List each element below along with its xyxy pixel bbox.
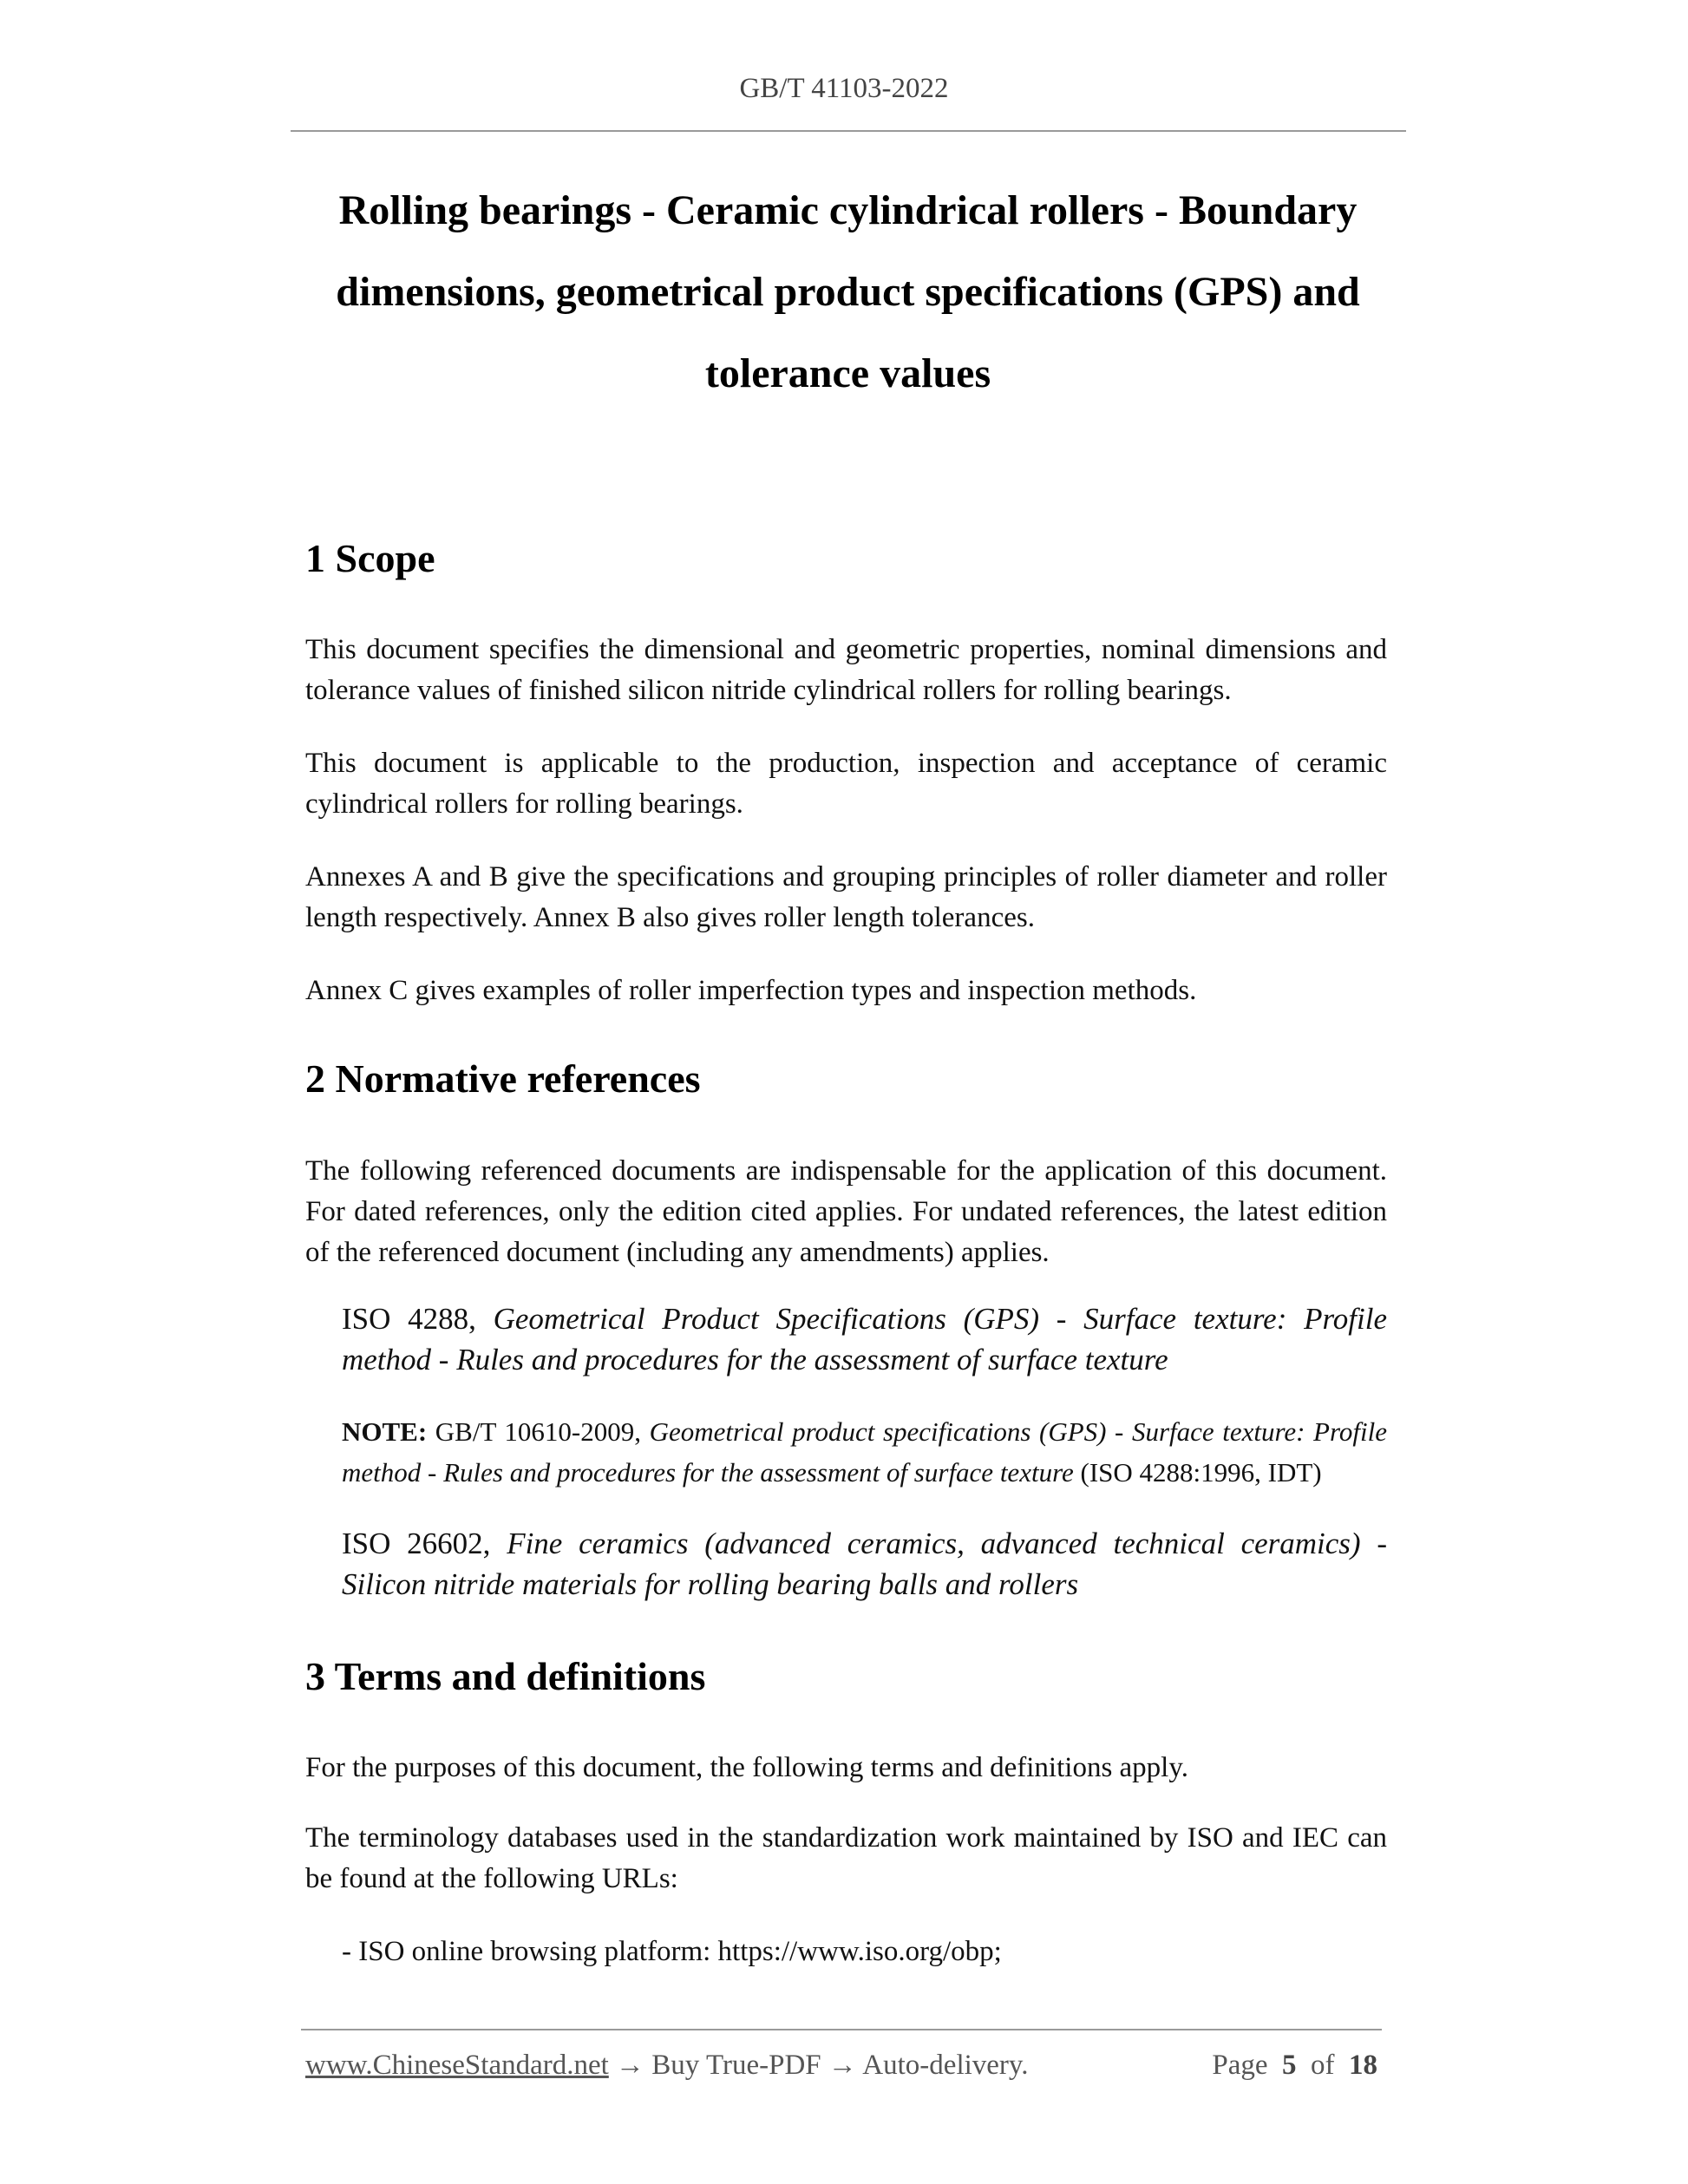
reference-title: Fine ceramics (advanced ceramics, advanced technical ceramics) - Silicon nitride materials for rolling bearing balls and rollers	[342, 1527, 1387, 1601]
footer-promo	[305, 2050, 1029, 2082]
reference-note	[342, 1411, 1387, 1493]
title-line-2: dimensions, geometrical product specifications (GPS) and	[336, 269, 1360, 315]
reference-code: ISO 4288,	[342, 1302, 494, 1336]
terms-list-item-iso-obp: - ISO online browsing platform: https://www.iso.org/obp;	[342, 1936, 1002, 1967]
note-suffix: (ISO 4288:1996, IDT)	[1073, 1457, 1322, 1488]
header-divider	[291, 130, 1406, 132]
current-page: 5	[1282, 2050, 1297, 2081]
running-header: GB/T 41103-2022	[739, 73, 949, 104]
site-link[interactable]: www.ChineseStandard.net	[305, 2050, 609, 2081]
title-line-3: tolerance values	[704, 350, 991, 396]
title-line-1: Rolling bearings - Ceramic cylindrical rollers - Boundary	[338, 187, 1358, 233]
page-footer	[305, 2050, 1377, 2082]
scope-paragraph-2: This document is applicable to the production, inspection and acceptance of ceramic cylindrical rollers for rolling bearings.	[305, 748, 1387, 820]
reference-iso-26602	[342, 1523, 1387, 1605]
scope-paragraph-4: Annex C gives examples of roller imperfection types and inspection methods.	[305, 975, 1197, 1006]
scope-paragraph-3: Annexes A and B give the specifications and grouping principles of roller diameter and roller length respectively. Annex B also gives roller length tolerances.	[305, 861, 1387, 933]
footer-promo-text: → Buy True-PDF → Auto-delivery.	[608, 2050, 1029, 2081]
reference-code: ISO 26602,	[342, 1527, 507, 1560]
terms-paragraph-1: For the purposes of this document, the following terms and definitions apply.	[305, 1752, 1188, 1783]
section-heading-scope: 1 Scope	[305, 536, 435, 580]
reference-title: Geometrical Product Specifications (GPS) - Surface texture: Profile method - Rules and procedures for the assessment of surface texture	[342, 1302, 1387, 1376]
page-number: Page 5 of 18	[1212, 2050, 1377, 2081]
section-heading-normative-references: 2 Normative references	[305, 1056, 701, 1101]
note-title: Geometrical product specifications (GPS) - Surface texture: Profile method - Rules and procedures for the assessment of surface texture	[342, 1416, 1387, 1488]
reference-iso-4288	[342, 1298, 1387, 1380]
normative-intro-paragraph: The following referenced documents are indispensable for the application of this document. For dated references, only the edition cited applies. For undated references, the latest edition of the referenced document (including any amendments) applies.	[305, 1155, 1387, 1268]
footer-divider	[301, 2029, 1382, 2030]
note-label: NOTE:	[342, 1416, 428, 1447]
terms-paragraph-2: The terminology databases used in the standardization work maintained by ISO and IEC can be found at the following URLs:	[305, 1822, 1387, 1894]
section-heading-terms-and-definitions: 3 Terms and definitions	[305, 1654, 706, 1698]
note-code: GB/T 10610-2009,	[427, 1416, 650, 1447]
document-title	[295, 170, 1401, 415]
total-pages: 18	[1349, 2050, 1377, 2081]
scope-paragraph-1: This document specifies the dimensional and geometric properties, nominal dimensions and tolerance values of finished silicon nitride cylindrical rollers for rolling bearings.	[305, 634, 1387, 706]
